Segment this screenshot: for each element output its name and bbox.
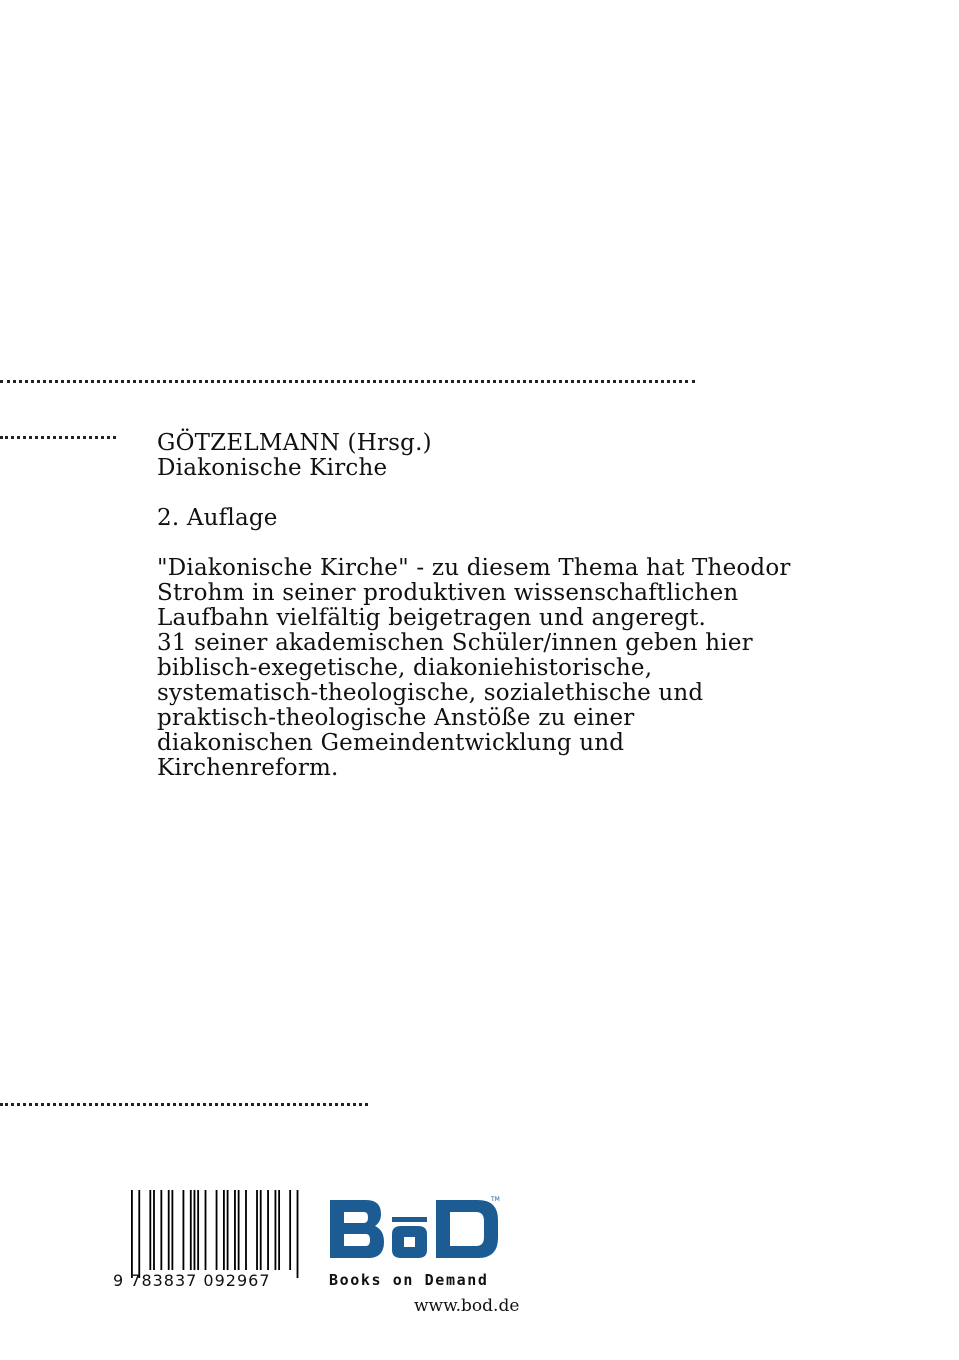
back-cover-text: [157, 431, 877, 781]
isbn-digits: 9 783837 092967: [113, 1271, 271, 1290]
barcode-bar: [245, 1190, 247, 1270]
author-line: GÖTZELMANN (Hrsg.): [157, 430, 432, 456]
dotted-rule-short: [0, 436, 116, 439]
barcode-bar: [190, 1190, 192, 1270]
blurb-line: praktisch-theologische Anstöße zu einer: [157, 705, 635, 731]
dotted-rule-bottom: [0, 1103, 368, 1106]
barcode-bar: [149, 1190, 151, 1270]
blurb-line: Strohm in seiner produktiven wissenschaftlichen: [157, 580, 739, 606]
barcode-bar: [278, 1190, 280, 1270]
blurb-line: systematisch-theologische, sozialethische und: [157, 680, 704, 706]
barcode-bar: [197, 1190, 199, 1270]
blurb-line: 31 seiner akademischen Schüler/innen geben hier: [157, 630, 753, 656]
barcode-bar: [131, 1190, 133, 1278]
barcode-bar: [267, 1190, 269, 1270]
trademark-mark: TM: [491, 1196, 500, 1203]
barcode-bar: [238, 1190, 240, 1270]
barcode-bar: [138, 1190, 140, 1278]
bod-logo-bar: [392, 1217, 427, 1222]
blurb-line: biblisch-exegetische, diakoniehistorische,: [157, 655, 653, 681]
barcode-bar: [234, 1190, 236, 1270]
barcode-bar: [227, 1190, 229, 1270]
publisher-url: www.bod.de: [414, 1296, 520, 1316]
blurb-line: "Diakonische Kirche" - zu diesem Thema hat Theodor: [157, 555, 791, 581]
barcode-bar: [216, 1190, 218, 1270]
barcode-bar: [297, 1190, 299, 1278]
barcode-bar: [289, 1190, 291, 1270]
edition: 2. Auflage: [157, 505, 278, 531]
bod-logo-letter-b: [330, 1200, 384, 1258]
blurb-line: Laufbahn vielfältig beigetragen und angeregt.: [157, 605, 707, 631]
barcode-bar: [153, 1190, 155, 1270]
bod-logo-letter-o: [392, 1226, 427, 1258]
barcode-bar: [183, 1190, 185, 1270]
bod-logo-letter-d: [436, 1200, 498, 1258]
barcode-bar: [168, 1190, 170, 1270]
barcode-bar: [223, 1190, 225, 1270]
dotted-rule-top: [0, 380, 695, 383]
barcode-bar: [256, 1190, 258, 1270]
book-title: Diakonische Kirche: [157, 455, 388, 481]
publisher-tagline: Books on Demand: [329, 1271, 489, 1289]
blurb-line: diakonischen Gemeindentwicklung und: [157, 730, 625, 756]
barcode-bar: [194, 1190, 196, 1270]
blurb-line: Kirchenreform.: [157, 755, 339, 781]
barcode-bar: [260, 1190, 262, 1270]
barcode-bar: [160, 1190, 162, 1270]
barcode-bar: [205, 1190, 207, 1270]
barcode-bar: [275, 1190, 277, 1270]
barcode-bar: [171, 1190, 173, 1270]
